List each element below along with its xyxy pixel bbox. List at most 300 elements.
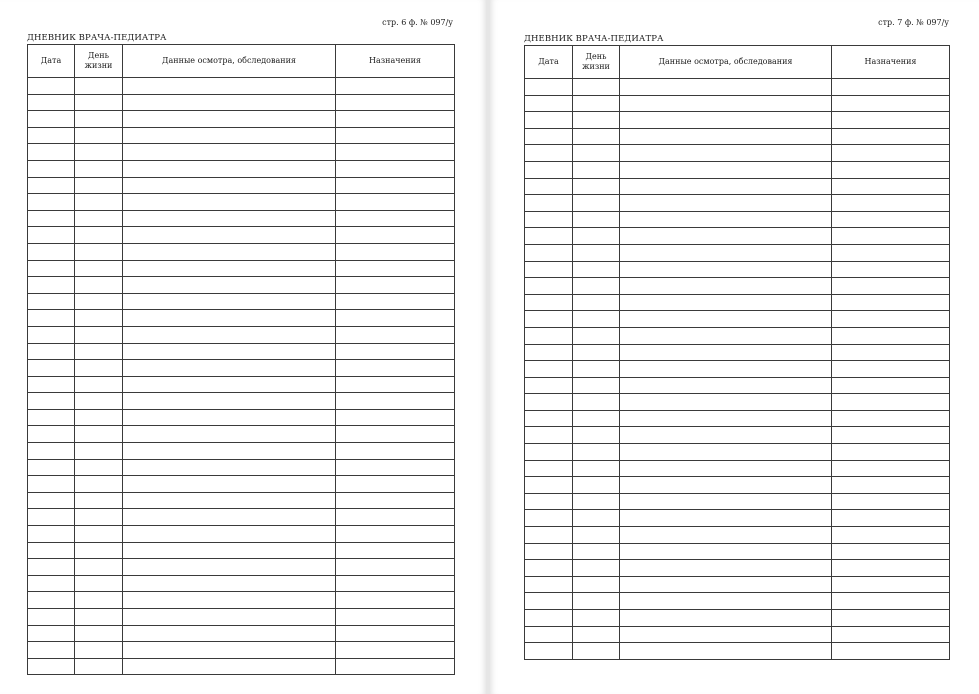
day-of-life-cell [75,542,123,559]
exam-data-cell [620,278,832,295]
column-header-day-of-life: День жизни [573,46,620,79]
exam-data-cell [123,559,336,576]
exam-data-cell [620,410,832,427]
table-row [525,427,950,444]
day-of-life-cell [573,361,620,378]
day-of-life-cell [573,294,620,311]
day-of-life-cell [75,658,123,675]
exam-data-cell [620,493,832,510]
date-cell [28,393,75,410]
day-of-life-cell [573,178,620,195]
date-cell [525,178,573,195]
date-cell [28,227,75,244]
exam-data-cell [123,376,336,393]
prescriptions-cell [336,459,455,476]
table-row [28,227,455,244]
table-row [28,476,455,493]
day-of-life-cell [75,575,123,592]
prescriptions-cell [336,492,455,509]
table-row [28,459,455,476]
date-cell [525,576,573,593]
prescriptions-cell [336,227,455,244]
date-cell [525,211,573,228]
day-of-life-cell [573,195,620,212]
table-row [525,211,950,228]
table-row [525,244,950,261]
exam-data-cell [620,543,832,560]
date-cell [525,112,573,129]
exam-data-cell [620,444,832,461]
date-cell [28,426,75,443]
date-cell [28,326,75,343]
exam-data-cell [123,426,336,443]
exam-data-cell [620,626,832,643]
table-row [525,95,950,112]
table-row [525,593,950,610]
day-of-life-cell [573,493,620,510]
table-row [28,160,455,177]
date-cell [525,145,573,162]
exam-data-cell [620,510,832,527]
table-row [28,575,455,592]
date-cell [525,643,573,660]
day-of-life-cell [75,160,123,177]
date-cell [28,343,75,360]
prescriptions-cell [832,377,950,394]
exam-data-cell [123,542,336,559]
table-row [525,311,950,328]
date-cell [28,625,75,642]
table-row [525,610,950,627]
prescriptions-cell [336,194,455,211]
day-of-life-cell [75,393,123,410]
day-of-life-cell [573,344,620,361]
day-of-life-cell [573,161,620,178]
exam-data-cell [620,145,832,162]
prescriptions-cell [336,526,455,543]
prescriptions-cell [832,178,950,195]
prescriptions-cell [336,111,455,128]
prescriptions-cell [832,145,950,162]
exam-data-cell [123,194,336,211]
date-cell [28,492,75,509]
prescriptions-cell [832,477,950,494]
prescriptions-cell [832,394,950,411]
date-cell [525,394,573,411]
table-row [28,609,455,626]
date-cell [28,409,75,426]
table-row [525,145,950,162]
column-header-exam-data: Данные осмотра, обследования [123,45,336,78]
table-row [28,542,455,559]
table-row [28,277,455,294]
day-of-life-cell [75,127,123,144]
date-cell [525,593,573,610]
table-row [525,278,950,295]
date-cell [525,244,573,261]
table-row [28,260,455,277]
prescriptions-cell [832,112,950,129]
day-of-life-cell [573,228,620,245]
form-title: ДНЕВНИК ВРАЧА-ПЕДИАТРА [524,34,664,44]
date-cell [28,160,75,177]
day-of-life-cell [573,576,620,593]
prescriptions-cell [832,294,950,311]
day-of-life-cell [573,427,620,444]
prescriptions-cell [336,575,455,592]
date-cell [525,161,573,178]
date-cell [525,377,573,394]
column-header-prescriptions: Назначения [336,45,455,78]
exam-data-cell [123,144,336,161]
exam-data-cell [123,94,336,111]
exam-data-cell [620,394,832,411]
prescriptions-cell [336,376,455,393]
column-header-prescriptions: Назначения [832,46,950,79]
date-cell [28,127,75,144]
exam-data-cell [620,344,832,361]
date-cell [28,144,75,161]
date-cell [28,476,75,493]
date-cell [28,526,75,543]
date-cell [525,95,573,112]
exam-data-cell [123,492,336,509]
table-row [525,394,950,411]
exam-data-cell [123,277,336,294]
table-row [525,79,950,96]
date-cell [28,376,75,393]
table-row [525,510,950,527]
day-of-life-cell [75,210,123,227]
day-of-life-cell [75,293,123,310]
exam-data-cell [620,211,832,228]
date-cell [525,410,573,427]
exam-data-cell [123,177,336,194]
right-page [490,0,979,694]
table-row [525,228,950,245]
day-of-life-cell [75,376,123,393]
prescriptions-cell [336,310,455,327]
day-of-life-cell [573,543,620,560]
prescriptions-cell [336,426,455,443]
prescriptions-cell [832,361,950,378]
exam-data-cell [620,95,832,112]
table-row [28,625,455,642]
prescriptions-cell [336,127,455,144]
day-of-life-cell [573,560,620,577]
exam-data-cell [620,527,832,544]
date-cell [28,310,75,327]
column-header-date: Дата [28,45,75,78]
day-of-life-cell [75,559,123,576]
exam-data-cell [123,609,336,626]
prescriptions-cell [336,592,455,609]
table-row [28,526,455,543]
day-of-life-cell [75,177,123,194]
exam-data-cell [123,592,336,609]
prescriptions-cell [336,243,455,260]
day-of-life-cell [75,509,123,526]
exam-data-cell [620,311,832,328]
date-cell [28,293,75,310]
exam-data-cell [123,443,336,460]
column-header-exam-data: Данные осмотра, обследования [620,46,832,79]
table-row [525,294,950,311]
table-row [525,178,950,195]
day-of-life-cell [573,278,620,295]
prescriptions-cell [832,560,950,577]
table-row [525,377,950,394]
table-row [28,326,455,343]
day-of-life-cell [75,625,123,642]
date-cell [28,194,75,211]
prescriptions-cell [336,160,455,177]
table-row [28,426,455,443]
date-cell [525,128,573,145]
prescriptions-cell [832,543,950,560]
day-of-life-cell [573,460,620,477]
day-of-life-cell [75,227,123,244]
prescriptions-cell [336,609,455,626]
date-cell [525,311,573,328]
diary-table [524,45,950,660]
exam-data-cell [123,459,336,476]
date-cell [28,243,75,260]
prescriptions-cell [336,210,455,227]
table-row [525,410,950,427]
form-title: ДНЕВНИК ВРАЧА-ПЕДИАТРА [27,33,167,43]
prescriptions-cell [832,493,950,510]
date-cell [28,575,75,592]
day-of-life-cell [573,145,620,162]
table-row [28,409,455,426]
prescriptions-cell [832,610,950,627]
day-of-life-cell [573,377,620,394]
prescriptions-cell [832,460,950,477]
diary-table [27,44,455,675]
date-cell [28,509,75,526]
table-row [525,112,950,129]
column-header-day-of-life: День жизни [75,45,123,78]
prescriptions-cell [832,195,950,212]
prescriptions-cell [832,95,950,112]
date-cell [525,361,573,378]
table-row [28,559,455,576]
table-row [28,194,455,211]
date-cell [525,327,573,344]
table-row [28,376,455,393]
day-of-life-cell [75,360,123,377]
prescriptions-cell [336,542,455,559]
day-of-life-cell [573,643,620,660]
date-cell [525,195,573,212]
date-cell [525,477,573,494]
prescriptions-cell [832,228,950,245]
exam-data-cell [620,610,832,627]
date-cell [525,510,573,527]
day-of-life-cell [75,492,123,509]
prescriptions-cell [832,128,950,145]
prescriptions-cell [832,278,950,295]
exam-data-cell [620,643,832,660]
prescriptions-cell [832,527,950,544]
date-cell [28,642,75,659]
exam-data-cell [620,294,832,311]
exam-data-cell [620,195,832,212]
table-row [525,261,950,278]
exam-data-cell [123,243,336,260]
date-cell [28,592,75,609]
exam-data-cell [620,576,832,593]
prescriptions-cell [336,277,455,294]
table-row [525,444,950,461]
prescriptions-cell [336,343,455,360]
date-cell [28,277,75,294]
day-of-life-cell [75,642,123,659]
date-cell [525,79,573,96]
prescriptions-cell [336,326,455,343]
table-row [525,344,950,361]
prescriptions-cell [832,626,950,643]
date-cell [525,344,573,361]
prescriptions-cell [832,261,950,278]
date-cell [525,294,573,311]
day-of-life-cell [75,243,123,260]
date-cell [525,493,573,510]
exam-data-cell [123,310,336,327]
day-of-life-cell [75,144,123,161]
prescriptions-cell [336,360,455,377]
prescriptions-cell [336,409,455,426]
table-row [28,177,455,194]
exam-data-cell [123,393,336,410]
date-cell [525,626,573,643]
table-row [28,443,455,460]
prescriptions-cell [832,510,950,527]
day-of-life-cell [75,343,123,360]
table-row [28,243,455,260]
prescriptions-cell [832,311,950,328]
exam-data-cell [620,593,832,610]
prescriptions-cell [336,78,455,95]
date-cell [525,460,573,477]
day-of-life-cell [573,626,620,643]
prescriptions-cell [336,177,455,194]
day-of-life-cell [75,476,123,493]
exam-data-cell [620,128,832,145]
table-row [525,576,950,593]
prescriptions-cell [832,643,950,660]
prescriptions-cell [336,658,455,675]
table-row [525,543,950,560]
exam-data-cell [620,261,832,278]
day-of-life-cell [573,510,620,527]
exam-data-cell [123,575,336,592]
day-of-life-cell [573,593,620,610]
day-of-life-cell [573,128,620,145]
column-header-date: Дата [525,46,573,79]
date-cell [525,610,573,627]
exam-data-cell [123,160,336,177]
exam-data-cell [620,178,832,195]
prescriptions-cell [336,144,455,161]
day-of-life-cell [75,78,123,95]
table-row [525,527,950,544]
table-row [525,626,950,643]
day-of-life-cell [573,610,620,627]
day-of-life-cell [75,94,123,111]
day-of-life-cell [573,394,620,411]
exam-data-cell [620,477,832,494]
exam-data-cell [123,625,336,642]
day-of-life-cell [573,244,620,261]
date-cell [525,228,573,245]
table-row [525,643,950,660]
date-cell [525,560,573,577]
day-of-life-cell [75,609,123,626]
day-of-life-cell [75,443,123,460]
table-row [28,658,455,675]
table-row [28,111,455,128]
exam-data-cell [123,326,336,343]
exam-data-cell [620,244,832,261]
exam-data-cell [123,360,336,377]
day-of-life-cell [75,260,123,277]
exam-data-cell [123,409,336,426]
exam-data-cell [123,476,336,493]
prescriptions-cell [832,576,950,593]
exam-data-cell [123,227,336,244]
prescriptions-cell [336,642,455,659]
exam-data-cell [123,293,336,310]
date-cell [28,542,75,559]
prescriptions-cell [832,593,950,610]
exam-data-cell [123,642,336,659]
day-of-life-cell [573,327,620,344]
day-of-life-cell [573,410,620,427]
table-row [28,360,455,377]
table-row [28,144,455,161]
date-cell [28,559,75,576]
table-row [525,361,950,378]
table-row [28,94,455,111]
day-of-life-cell [75,592,123,609]
date-cell [28,210,75,227]
prescriptions-cell [832,211,950,228]
exam-data-cell [123,210,336,227]
table-row [28,127,455,144]
exam-data-cell [620,112,832,129]
date-cell [525,543,573,560]
day-of-life-cell [573,527,620,544]
day-of-life-cell [573,211,620,228]
table-row [28,343,455,360]
exam-data-cell [123,658,336,675]
table-row [525,128,950,145]
left-page [0,0,486,694]
table-row [28,293,455,310]
date-cell [525,527,573,544]
header-row [28,45,455,78]
prescriptions-cell [336,625,455,642]
exam-data-cell [123,260,336,277]
prescriptions-cell [336,293,455,310]
table-row [28,393,455,410]
date-cell [525,444,573,461]
date-cell [28,78,75,95]
date-cell [525,278,573,295]
day-of-life-cell [573,261,620,278]
